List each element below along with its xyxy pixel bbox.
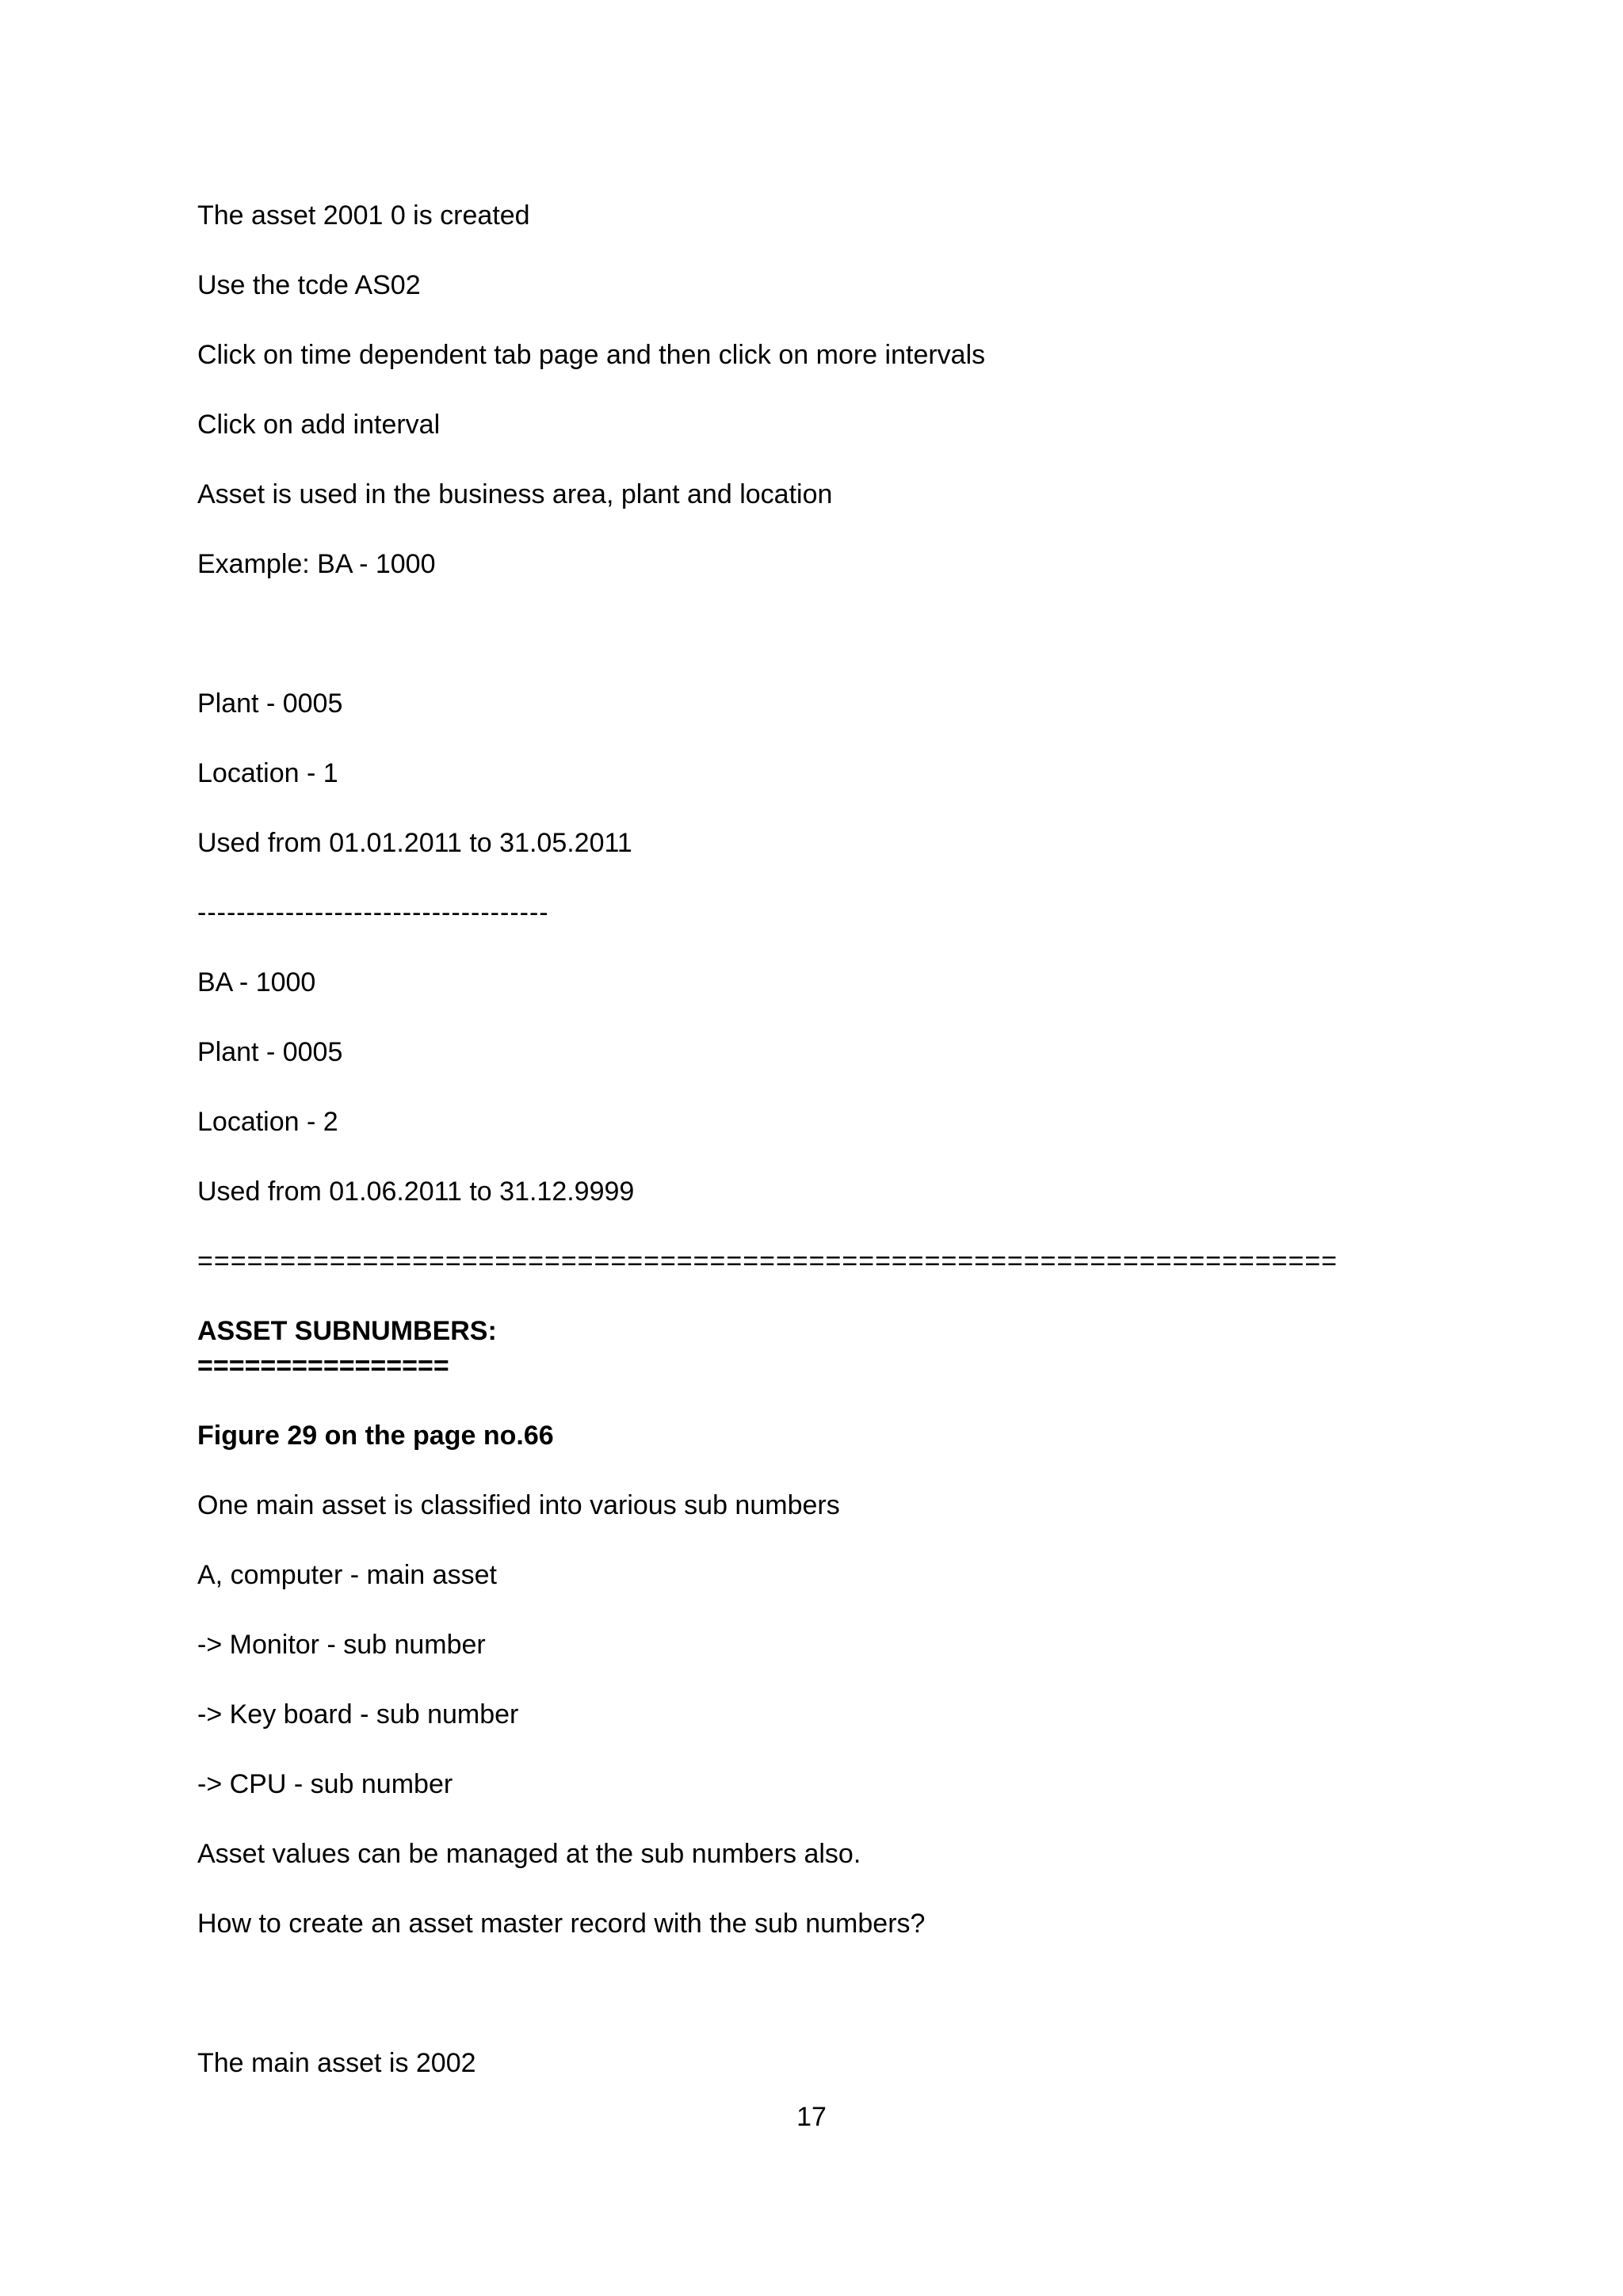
equals-separator: ===================================================================== (197, 1246, 1338, 1276)
text-line-asset-values: Asset values can be managed at the sub numbers also. (197, 1839, 861, 1869)
text-line-keyboard: -> Key board - sub number (197, 1699, 519, 1730)
text-line-time-dependent: Click on time dependent tab page and then click on more intervals (197, 340, 986, 370)
text-line-asset-created: The asset 2001 0 is created (197, 200, 530, 231)
figure-reference: Figure 29 on the page no.66 (197, 1421, 554, 1451)
text-line-tcode: Use the tcde AS02 (197, 270, 421, 300)
text-line-add-interval: Click on add interval (197, 410, 441, 440)
text-line-main-asset-2002: The main asset is 2002 (197, 2048, 476, 2078)
text-line-example-ba: Example: BA - 1000 (197, 549, 436, 579)
section-heading-asset-subnumbers: ASSET SUBNUMBERS: (197, 1316, 497, 1346)
text-line-used-from-1: Used from 01.01.2011 to 31.05.2011 (197, 828, 632, 858)
heading-underline: ================ (197, 1351, 449, 1381)
text-line-monitor: -> Monitor - sub number (197, 1630, 486, 1660)
text-line-main-asset-classified: One main asset is classified into various sub numbers (197, 1490, 840, 1520)
text-line-plant-2: Plant - 0005 (197, 1037, 343, 1067)
text-line-location-2: Location - 2 (197, 1107, 338, 1137)
text-line-ba-2: BA - 1000 (197, 967, 316, 997)
text-line-asset-used: Asset is used in the business area, plant and location (197, 479, 833, 509)
dash-separator: ------------------------------------ (197, 898, 549, 928)
text-line-how-to-create: How to create an asset master record with the sub numbers? (197, 1909, 926, 1939)
text-line-plant-1: Plant - 0005 (197, 688, 343, 719)
text-line-location-1: Location - 1 (197, 758, 338, 788)
text-line-cpu: -> CPU - sub number (197, 1769, 453, 1799)
page-number: 17 (796, 2102, 827, 2132)
text-line-used-from-2: Used from 01.06.2011 to 31.12.9999 (197, 1177, 635, 1207)
text-line-computer-main-asset: A, computer - main asset (197, 1560, 497, 1590)
